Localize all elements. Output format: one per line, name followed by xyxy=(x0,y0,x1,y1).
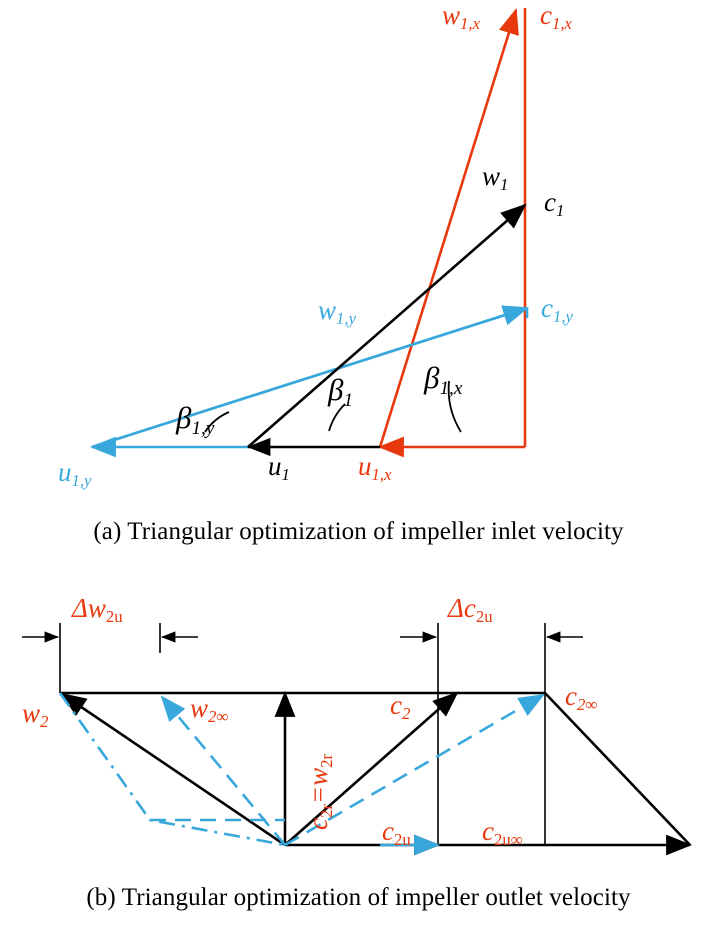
label-w2: w2 xyxy=(22,698,49,732)
vector-w2 xyxy=(62,694,285,845)
label-c2inf: c2∞ xyxy=(565,681,598,715)
label-c2r-w2r: c2r=w2r xyxy=(303,753,337,830)
label-beta1y: β1,y xyxy=(176,400,215,440)
label-w1: w1 xyxy=(482,161,509,195)
label-c2u: c2u xyxy=(382,816,411,850)
label-beta1x: β1,x xyxy=(424,360,463,400)
label-c1x: c1,x xyxy=(540,0,572,34)
label-u1y: u1,y xyxy=(58,457,92,491)
label-c2: c2 xyxy=(390,690,411,724)
label-c1y: c1,y xyxy=(541,293,573,327)
caption-panel-b: (b) Triangular optimization of impeller outlet velocity xyxy=(86,884,631,911)
label-delta-c2u: Δc2u xyxy=(448,593,493,627)
label-delta-w2u: Δw2u xyxy=(72,593,123,627)
label-w2inf: w2∞ xyxy=(190,693,229,727)
vector-w1 xyxy=(248,205,525,447)
label-c1: c1 xyxy=(544,187,565,221)
line-c2inf-closing xyxy=(545,693,690,845)
label-beta1: β1 xyxy=(328,372,354,412)
label-u1: u1 xyxy=(268,451,290,485)
label-w1y: w1,y xyxy=(318,295,356,329)
label-u1x: u1,x xyxy=(358,451,392,485)
label-w1x: w1,x xyxy=(442,0,480,34)
label-c2u-inf: c2u∞ xyxy=(482,816,523,850)
caption-panel-a: (a) Triangular optimization of impeller inlet velocity xyxy=(93,518,624,545)
